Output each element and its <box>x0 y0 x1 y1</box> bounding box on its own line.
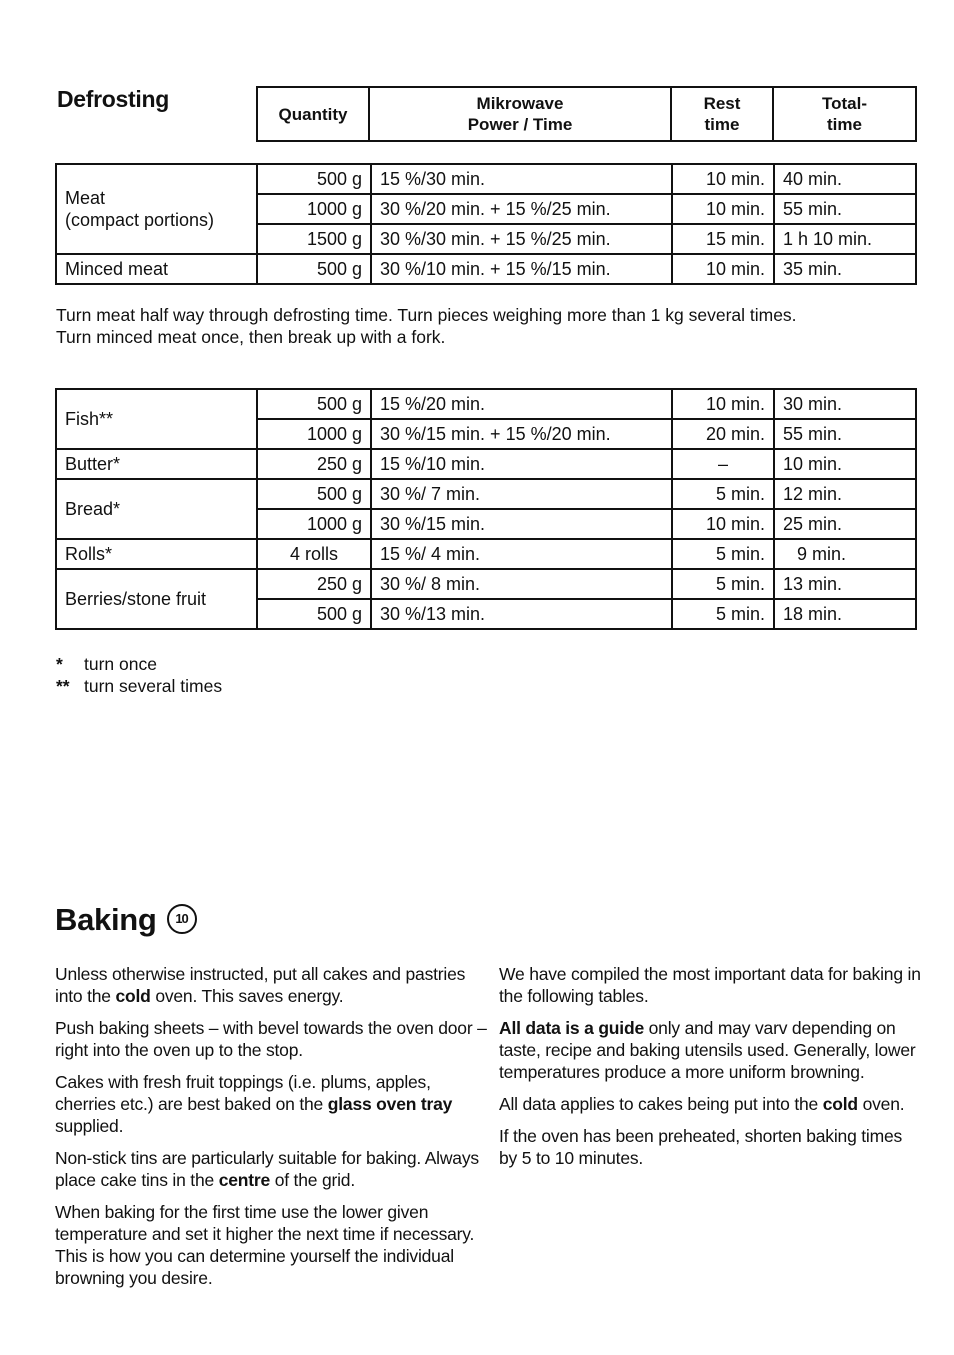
legend-item <box>56 653 222 675</box>
total-cell: 55 min. <box>774 419 916 449</box>
fish-label: Fish** <box>56 389 257 449</box>
rest-cell: 15 min. <box>672 224 774 254</box>
qty-cell: 1000 g <box>257 194 371 224</box>
table-row <box>56 164 916 194</box>
paragraph: All data is a guide only and may varv depending on taste, recipe and baking utensils used. Generally, lower temperatures produce a more uniform browning. <box>499 1018 916 1082</box>
paragraph: Non-stick tins are particularly suitable for baking. Always place cake tins in the centre of the grid. <box>55 1148 479 1190</box>
baking-right-column <box>499 963 924 1179</box>
paragraph: Cakes with fresh fruit toppings (i.e. plums, apples, cherries etc.) are best baked on the glass oven tray supplied. <box>55 1072 453 1136</box>
paragraph: When baking for the first time use the lower given temperature and set it higher the next time if necessary. This is how you can determine yourself the individual browning you desire. <box>55 1202 475 1288</box>
rest-cell: 10 min. <box>672 194 774 224</box>
qty-cell: 500 g <box>257 389 371 419</box>
paragraph: If the oven has been preheated, shorten baking times by 5 to 10 minutes. <box>499 1126 903 1168</box>
qty-cell: 500 g <box>257 164 371 194</box>
rest-cell: 5 min. <box>672 569 774 599</box>
qty-cell: 1500 g <box>257 224 371 254</box>
note-line: Turn minced meat once, then break up with a fork. <box>56 327 446 347</box>
header-quantity: Quantity <box>257 87 369 141</box>
qty-cell: 4 rolls <box>257 539 371 569</box>
paragraph: Push baking sheets – with bevel towards the oven door – right into the oven up to the stop. <box>55 1018 487 1060</box>
table-row <box>56 389 916 419</box>
qty-cell: 500 g <box>257 479 371 509</box>
rest-cell: 10 min. <box>672 389 774 419</box>
qty-cell: 250 g <box>257 569 371 599</box>
power-cell: 30 %/13 min. <box>371 599 672 629</box>
rest-cell: 10 min. <box>672 254 774 284</box>
power-cell: 30 %/ 8 min. <box>371 569 672 599</box>
rest-cell: 20 min. <box>672 419 774 449</box>
minced-meat-label: Minced meat <box>56 254 257 284</box>
total-cell: 55 min. <box>774 194 916 224</box>
qty-cell: 250 g <box>257 449 371 479</box>
qty-cell: 500 g <box>257 254 371 284</box>
table-row <box>56 254 916 284</box>
berries-label: Berries/stone fruit <box>56 569 257 629</box>
rest-cell: 10 min. <box>672 509 774 539</box>
paragraph: All data applies to cakes being put into the cold oven. <box>499 1094 905 1114</box>
meat-label: Meat (compact portions) <box>56 164 257 254</box>
header-total-time: Total- time <box>773 87 916 141</box>
power-cell: 30 %/ 7 min. <box>371 479 672 509</box>
legend-mark: ** <box>56 676 70 696</box>
power-cell: 30 %/15 min. <box>371 509 672 539</box>
defrosting-title: Defrosting <box>57 86 170 112</box>
legend-text: turn once <box>84 654 157 674</box>
table-row <box>56 539 916 569</box>
baking-title: Baking 10 <box>55 902 197 938</box>
total-cell: 30 min. <box>774 389 916 419</box>
paragraph: We have compiled the most important data for baking in the following tables. <box>499 964 921 1006</box>
table-row <box>56 449 916 479</box>
other-foods-table <box>55 388 917 630</box>
defrosting-note <box>56 304 797 348</box>
meat-table <box>55 163 917 285</box>
total-cell: 9 min. <box>774 539 916 569</box>
total-cell: 25 min. <box>774 509 916 539</box>
total-cell: 1 h 10 min. <box>774 224 916 254</box>
total-cell: 35 min. <box>774 254 916 284</box>
note-line: Turn meat half way through defrosting time. Turn pieces weighing more than 1 kg several times. <box>56 305 797 325</box>
total-cell: 10 min. <box>774 449 916 479</box>
total-cell: 13 min. <box>774 569 916 599</box>
legend-text: turn several times <box>84 676 223 696</box>
power-cell: 30 %/15 min. + 15 %/20 min. <box>371 419 672 449</box>
section-number-badge: 10 <box>167 904 197 934</box>
bread-label: Bread* <box>56 479 257 539</box>
defrosting-header-table <box>256 86 917 142</box>
header-rest-time: Rest time <box>671 87 773 141</box>
legend-item <box>56 675 222 697</box>
total-cell: 12 min. <box>774 479 916 509</box>
rest-cell: – <box>672 449 774 479</box>
power-cell: 30 %/10 min. + 15 %/15 min. <box>371 254 672 284</box>
paragraph: Unless otherwise instructed, put all cakes and pastries into the cold oven. This saves energy. <box>55 964 466 1006</box>
qty-cell: 1000 g <box>257 509 371 539</box>
header-power-time: Mikrowave Power / Time <box>369 87 671 141</box>
rest-cell: 10 min. <box>672 164 774 194</box>
legend-mark: * <box>56 654 63 674</box>
butter-label: Butter* <box>56 449 257 479</box>
footnote-legend <box>56 653 222 697</box>
power-cell: 15 %/30 min. <box>371 164 672 194</box>
rest-cell: 5 min. <box>672 479 774 509</box>
table-row <box>56 569 916 599</box>
table-row <box>56 479 916 509</box>
power-cell: 15 %/20 min. <box>371 389 672 419</box>
power-cell: 15 %/ 4 min. <box>371 539 672 569</box>
qty-cell: 500 g <box>257 599 371 629</box>
baking-left-column <box>55 963 495 1299</box>
power-cell: 30 %/20 min. + 15 %/25 min. <box>371 194 672 224</box>
power-cell: 30 %/30 min. + 15 %/25 min. <box>371 224 672 254</box>
rest-cell: 5 min. <box>672 539 774 569</box>
power-cell: 15 %/10 min. <box>371 449 672 479</box>
rolls-label: Rolls* <box>56 539 257 569</box>
total-cell: 18 min. <box>774 599 916 629</box>
qty-cell: 1000 g <box>257 419 371 449</box>
total-cell: 40 min. <box>774 164 916 194</box>
rest-cell: 5 min. <box>672 599 774 629</box>
